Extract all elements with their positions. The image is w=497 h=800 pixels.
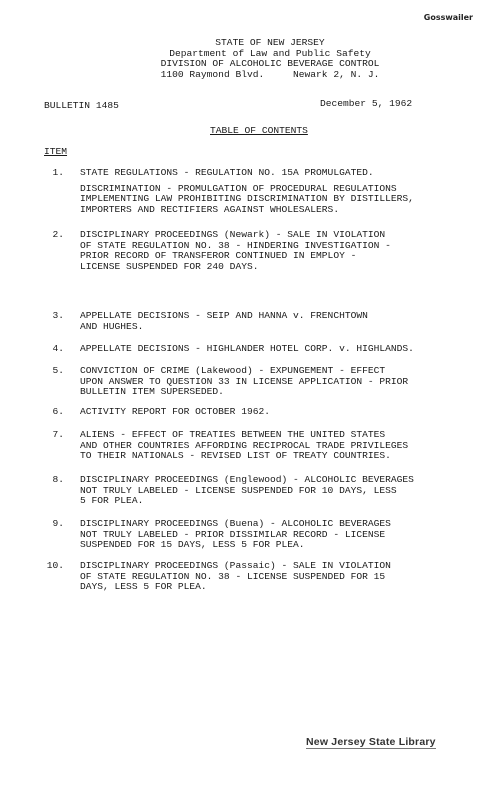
letterhead-line: STATE OF NEW JERSEY <box>215 37 325 48</box>
toc-entry-line: CONVICTION OF CRIME (Lakewood) - EXPUNGEMENT - EFFECT <box>80 365 386 376</box>
toc-entry-text <box>80 475 414 507</box>
toc-entry-line: APPELLATE DECISIONS - SEIP AND HANNA v. FRENCHTOWN <box>80 310 368 321</box>
toc-entry-number: 1. <box>52 167 64 178</box>
toc-entry-line: DISCRIMINATION - PROMULGATION OF PROCEDURAL REGULATIONS <box>80 182 397 194</box>
toc-entry-line: ACTIVITY REPORT FOR OCTOBER 1962. <box>80 406 270 417</box>
toc-entry-line: AND HUGHES. <box>80 320 144 332</box>
toc-entry-text <box>80 430 408 462</box>
bulletin-date: December 5, 1962 <box>320 98 413 109</box>
item-column-header: ITEM <box>44 146 68 157</box>
toc-entry-line: NOT TRULY LABELED - LICENSE SUSPENDED FOR 10 DAYS, LESS <box>80 484 397 496</box>
toc-entry-line: LICENSE SUSPENDED FOR 240 DAYS. <box>80 260 259 272</box>
toc-entry-text <box>80 561 391 593</box>
toc-entry-line: AND OTHER COUNTRIES AFFORDING RECIPROCAL TRADE PRIVILEGES <box>80 439 409 451</box>
library-stamp: New Jersey State Library <box>306 736 436 748</box>
letterhead-line: Department of Law and Public Safety <box>169 47 371 59</box>
toc-entry-line: IMPLEMENTING LAW PROHIBITING DISCRIMINATION BY DISTILLERS, <box>80 193 414 205</box>
toc-entry-number: 5. <box>52 365 64 376</box>
toc-entry-line: UPON ANSWER TO QUESTION 33 IN LICENSE APPLICATION - PRIOR <box>80 375 409 387</box>
toc-title: TABLE OF CONTENTS <box>210 125 308 136</box>
toc-entry-number: 10. <box>46 560 64 571</box>
toc-entry-line: DISCIPLINARY PROCEEDINGS (Passaic) - SALE IN VIOLATION <box>80 560 391 571</box>
toc-entry-text <box>80 168 414 215</box>
toc-entry-text <box>80 230 391 272</box>
toc-entry-line: DISCIPLINARY PROCEEDINGS (Englewood) - ALCOHOLIC BEVERAGES <box>80 474 414 485</box>
toc-entry-line: IMPORTERS AND RECTIFIERS AGAINST WHOLESALERS. <box>80 203 340 215</box>
handwritten-annotation: Gosswailer <box>423 13 473 22</box>
toc-entry-number: 6. <box>52 406 64 417</box>
toc-entry-text <box>80 519 391 551</box>
toc-entry-text <box>80 407 270 418</box>
toc-entry-number: 9. <box>52 518 64 529</box>
toc-entry-line: 5 FOR PLEA. <box>80 495 144 507</box>
toc-entry-number: 4. <box>52 343 64 354</box>
toc-entry-line: DAYS, LESS 5 FOR PLEA. <box>80 581 207 593</box>
toc-entry-line: OF STATE REGULATION NO. 38 - LICENSE SUSPENDED FOR 15 <box>80 570 386 582</box>
toc-entry-line: TO THEIR NATIONALS - REVISED LIST OF TREATY COUNTRIES. <box>80 450 391 462</box>
toc-entry-line: DISCIPLINARY PROCEEDINGS (Newark) - SALE IN VIOLATION <box>80 229 386 240</box>
letterhead-line: DIVISION OF ALCOHOLIC BEVERAGE CONTROL <box>160 58 380 70</box>
letterhead-line: 1100 Raymond Blvd. Newark 2, N. J. <box>160 68 380 80</box>
toc-entry-number: 2. <box>52 229 64 240</box>
toc-entry-line: NOT TRULY LABELED - PRIOR DISSIMILAR RECORD - LICENSE <box>80 528 386 540</box>
toc-entry-text <box>80 311 368 332</box>
toc-entry-line: ALIENS - EFFECT OF TREATIES BETWEEN THE UNITED STATES <box>80 429 386 440</box>
toc-entry-line: PRIOR RECORD OF TRANSFEROR CONTINUED IN EMPLOY - <box>80 250 357 262</box>
toc-entry-line: OF STATE REGULATION NO. 38 - HINDERING INVESTIGATION - <box>80 239 391 251</box>
toc-entry-number: 7. <box>52 429 64 440</box>
toc-entry-line: BULLETIN ITEM SUPERSEDED. <box>80 386 224 398</box>
toc-entry-text <box>80 344 414 355</box>
toc-entry-text <box>80 366 408 398</box>
toc-entry-number: 3. <box>52 310 64 321</box>
toc-entry-number: 8. <box>52 474 64 485</box>
toc-entry-line: APPELLATE DECISIONS - HIGHLANDER HOTEL CORP. v. HIGHLANDS. <box>80 343 414 354</box>
toc-entry-line: SUSPENDED FOR 15 DAYS, LESS 5 FOR PLEA. <box>80 539 305 551</box>
toc-entry-line: STATE REGULATIONS - REGULATION NO. 15A PROMULGATED. <box>80 167 374 178</box>
letterhead <box>150 38 390 80</box>
bulletin-number: BULLETIN 1485 <box>44 100 119 111</box>
toc-entry-line: DISCIPLINARY PROCEEDINGS (Buena) - ALCOHOLIC BEVERAGES <box>80 518 391 529</box>
